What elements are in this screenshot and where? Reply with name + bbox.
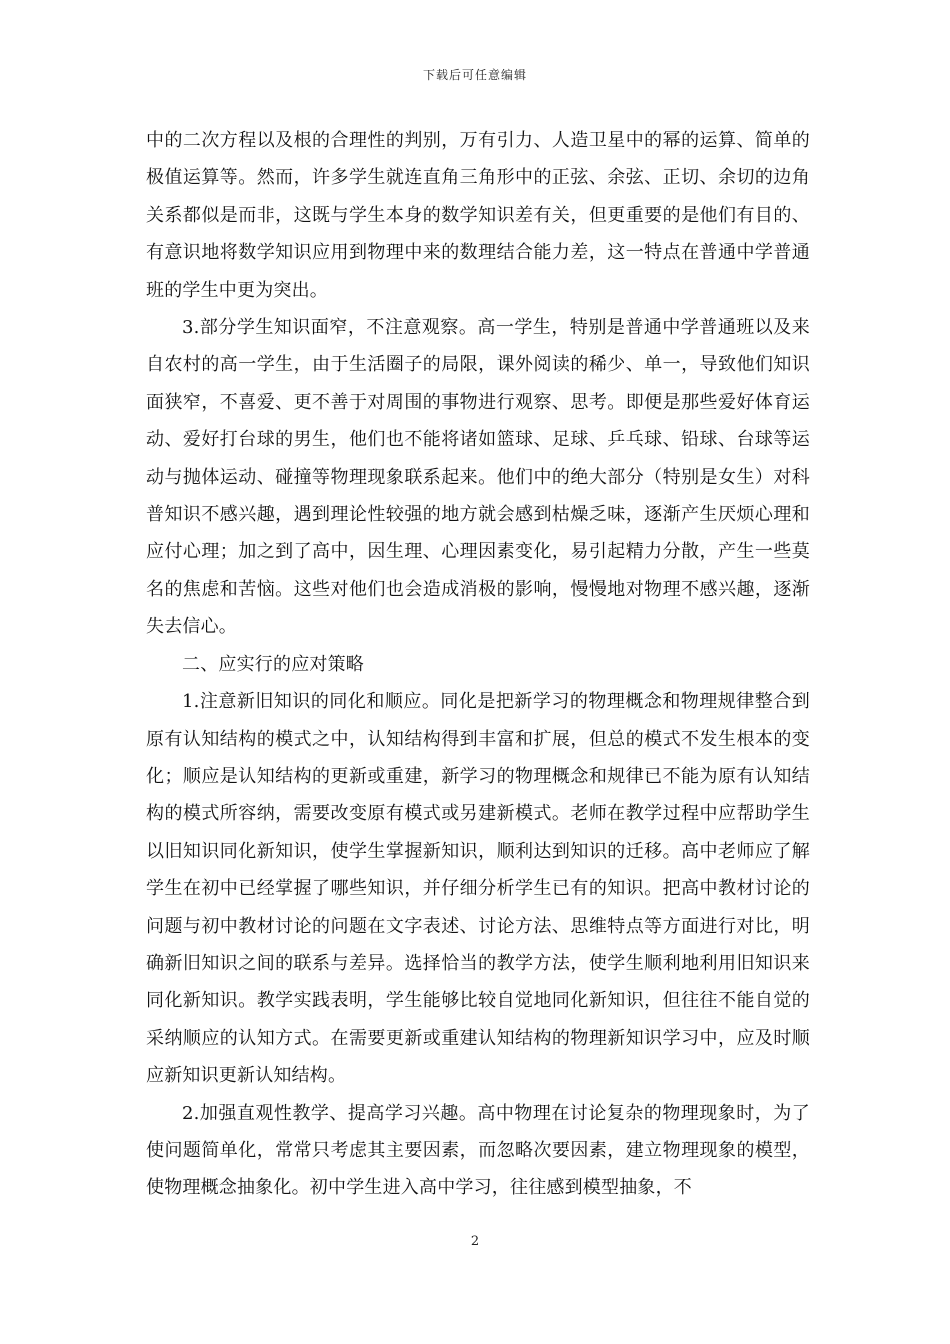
paragraph-point-3: 3.部分学生知识面窄，不注意观察。高一学生，特别是普通中学普通班以及来自农村的高一学生，由于生活圈子的局限，课外阅读的稀少、单一，导致他们知识面狭窄，不喜爱、更不善于对周围的事物进行观察、思考。即便是那些爱好体育运动、爱好打台球的男生，他们也不能将诸如篮球、足球、乒乓球、铅球、台球等运动与抛体运动、碰撞等物理现象联系起来。他们中的绝大部分（特别是女生）对科普知识不感兴趣，遇到理论性较强的地方就会感到枯燥乏味，逐渐产生厌烦心理和应付心理；加之到了高中，因生理、心理因素变化，易引起精力分散，产生一些莫名的焦虑和苦恼。这些对他们也会造成消极的影响，慢慢地对物理不感兴趣，逐渐失去信心。: [146, 317, 810, 638]
page-number: 2: [470, 1234, 480, 1249]
section-heading-strategies: 二、应实行的应对策略: [182, 653, 364, 675]
paragraph-continuation: 中的二次方程以及根的合理性的判别，万有引力、人造卫星中的幂的运算、简单的极值运算等。然而，许多学生就连直角三角形中的正弦、余弦、正切、余切的边角关系都似是而非，这既与学生本身的数学知识差有关，但更重要的是他们有目的、有意识地将数学知识应用到物理中来的数理结合能力差，这一特点在普通中学普通班的学生中更为突出。: [146, 130, 810, 301]
document-body: [146, 122, 810, 1207]
paragraph-strategy-2: 2.加强直观性教学、提高学习兴趣。高中物理在讨论复杂的物理现象时，为了使问题简单化，常常只考虑其主要因素，而忽略次要因素，建立物理现象的模型，使物理概念抽象化。初中学生进入高中学习，往往感到模型抽象，不: [146, 1102, 810, 1199]
page-header: 下载后可任意编辑: [422, 68, 527, 82]
paragraph-strategy-1: 1.注意新旧知识的同化和顺应。同化是把新学习的物理概念和物理规律整合到原有认知结构的模式之中，认知结构得到丰富和扩展，但总的模式不发生根本的变化；顺应是认知结构的更新或重建，新学习的物理概念和规律已不能为原有认知结构的模式所容纳，需要改变原有模式或另建新模式。老师在教学过程中应帮助学生以旧知识同化新知识，使学生掌握新知识，顺利达到知识的迁移。高中老师应了解学生在初中已经掌握了哪些知识，并仔细分析学生已有的知识。把高中教材讨论的问题与初中教材讨论的问题在文字表述、讨论方法、思维特点等方面进行对比，明确新旧知识之间的联系与差异。选择恰当的教学方法，使学生顺利地利用旧知识来同化新知识。教学实践表明，学生能够比较自觉地同化新知识，但往往不能自觉的采纳顺应的认知方式。在需要更新或重建认知结构的物理新知识学习中，应及时顺应新知识更新认知结构。: [146, 691, 810, 1087]
